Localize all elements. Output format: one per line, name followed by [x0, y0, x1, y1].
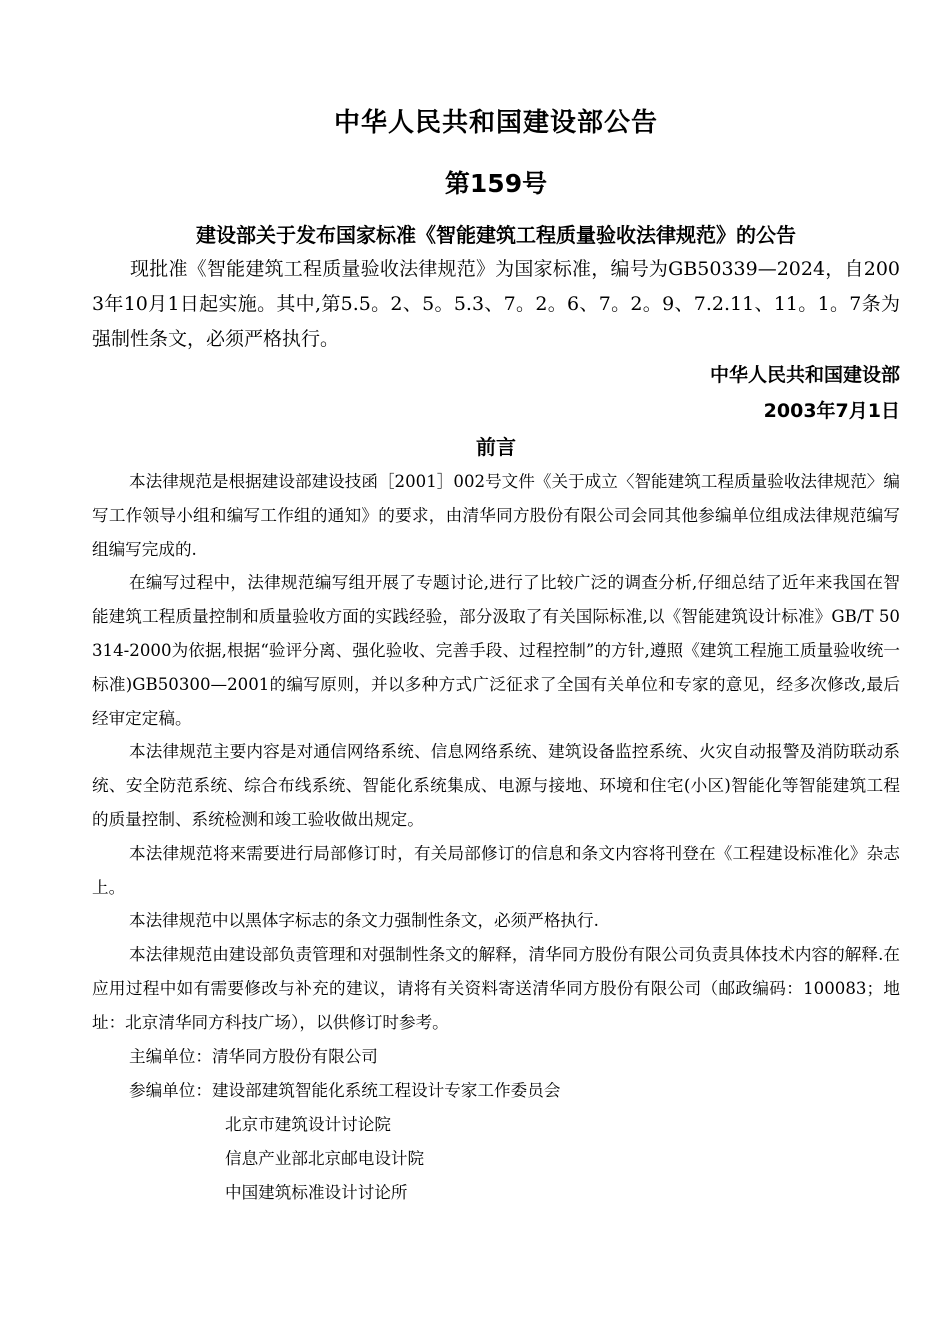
- notice-issuer: 中华人民共和国建设部: [709, 364, 900, 386]
- document-page: [92, 100, 900, 1210]
- preface-title: 前言: [476, 435, 516, 459]
- page-title: 中华人民共和国建设部公告: [333, 108, 658, 138]
- announcement-subtitle: 建设部关于发布国家标准《智能建筑工程质量验收法律规范》的公告: [196, 223, 796, 247]
- preface-paragraph: 本法律规范是根据建设部建设技函［2001］002号文件《关于成立〈智能建筑工程质量验收法律规范〉编写工作领导小组和编写工作组的通知》的要求，由清华同方股份有限公司会同其他参编单位组成法律规范编写组编写完成的.: [92, 472, 900, 559]
- preface-paragraph: 本法律规范将来需要进行局部修订时，有关局部修订的信息和条文内容将刊登在《工程建设标准化》杂志上。: [92, 843, 900, 897]
- announcement-number: 第159号: [444, 169, 548, 198]
- notice-body: 现批准《智能建筑工程质量验收法律规范》为国家标准，编号为GB50339—2024，自2003年10月1日起实施。其中,第5.5。2、5。5.3、7。2。6、7。2。9、7.2.11、11。1。7条为强制性条文，必须严格执行。: [92, 258, 900, 350]
- preface-paragraph: 本法律规范由建设部负责管理和对强制性条文的解释，清华同方股份有限公司负责具体技术内容的解释.在应用过程中如有需要修改与补充的建议，请将有关资料寄送清华同方股份有限公司（邮政编码：100083；地址：北京清华同方科技广场），以供修订时参考。: [92, 945, 900, 1032]
- preface-paragraph: 本法律规范中以黑体字标志的条文力强制性条文，必须严格执行.: [129, 911, 599, 931]
- participating-unit: 信息产业部北京邮电设计院: [225, 1148, 425, 1168]
- participating-unit: 中国建筑标准设计讨论所: [225, 1182, 408, 1202]
- participating-unit: 参编单位：建设部建筑智能化系统工程设计专家工作委员会: [129, 1080, 561, 1100]
- preface-paragraph: 本法律规范主要内容是对通信网络系统、信息网络系统、建筑设备监控系统、火灾自动报警及消防联动系统、安全防范系统、综合布线系统、智能化系统集成、电源与接地、环境和住宅(小区)智能化等智能建筑工程的质量控制、系统检测和竣工验收做出规定。: [92, 742, 900, 829]
- notice-date: 2003年7月1日: [763, 400, 900, 422]
- preface-paragraph: 在编写过程中，法律规范编写组开展了专题讨论,进行了比较广泛的调查分析,仔细总结了近年来我国在智能建筑工程质量控制和质量验收方面的实践经验，部分汲取了有关国际标准,以《智能建筑设计标准》GB/T 50314-2000为依据,根据“验评分离、强化验收、完善手段、过程控制”的方针,遵照《建筑工程施工质量验收统一标准)GB50300—2001的编写原则，并以多种方式广泛征求了全国有关单位和专家的意见，经多次修改,最后经审定定稿。: [92, 573, 900, 728]
- participating-unit: 北京市建筑设计讨论院: [225, 1114, 391, 1134]
- chief-editor-unit: 主编单位：清华同方股份有限公司: [129, 1046, 378, 1066]
